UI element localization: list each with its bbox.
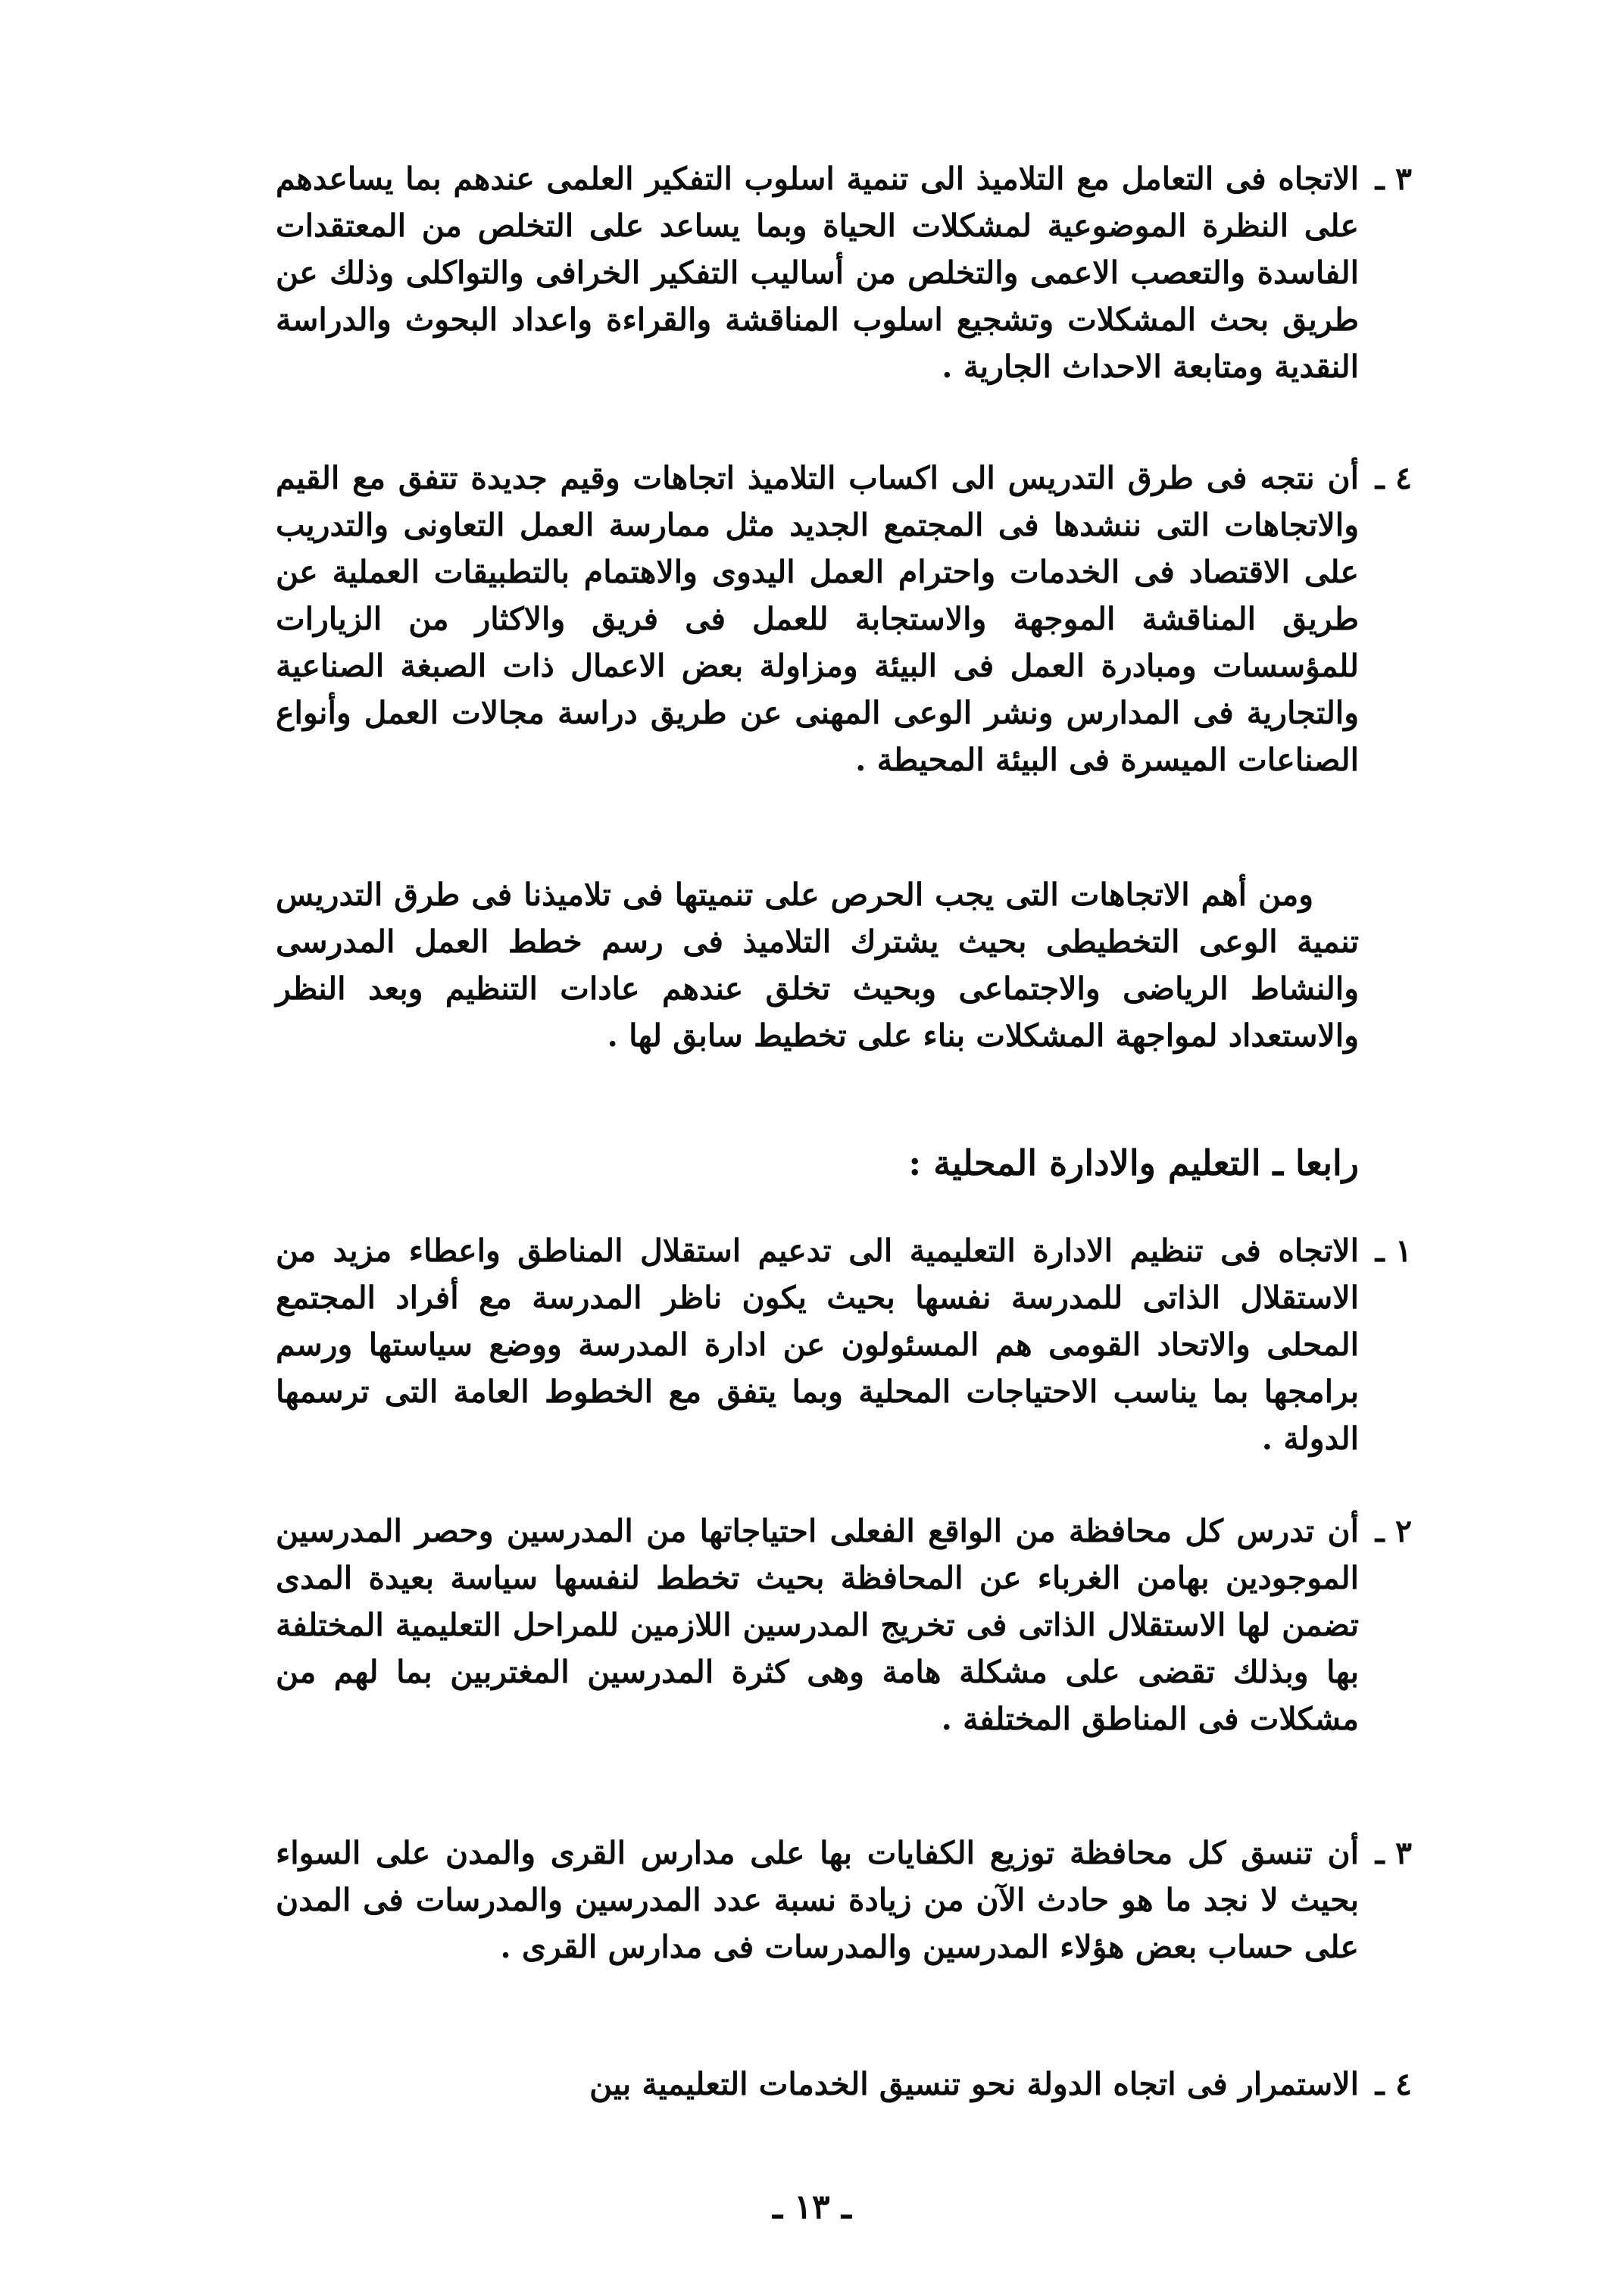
item-text: الاتجاه فى تنظيم الادارة التعليمية الى تدعيم استقلال المناطق واعطاء مزيد من الاستقلال الذاتى للمدرسة نفسها بحيث يكون ناظر المدرسة مع أفراد المجتمع المحلى والاتحاد القومى هم المسئولون عن ادارة المدرسة ووضع سياستها ورسم برامجها بما يناسب الاحتياجات المحلية وبما يتفق مع الخطوط العامة التى ترسمها الدولة .: [276, 1233, 1359, 1457]
list-item-coordination: [276, 2061, 1412, 2108]
item-number: ٤ ـ: [1375, 460, 1412, 496]
item-text: الاستمرار فى اتجاه الدولة نحو تنسيق الخدمات التعليمية بين: [589, 2066, 1359, 2102]
item-text: أن تنسق كل محافظة توزيع الكفايات بها على مدارس القرى والمدن على السواء بحيث لا نجد ما هو حادث الآن من زيادة نسبة عدد المدرسين والمدرسات فى المدن على حساب بعض هؤلاء المدرسين والمدرسات فى مدارس القرى .: [276, 1835, 1359, 1965]
item-number: ٢ ـ: [1375, 1513, 1412, 1549]
body-paragraph: ومن أهم الاتجاهات التى يجب الحرص على تنميتها فى تلاميذنا فى طرق التدريس تنمية الوعى التخطيطى بحيث يشترك التلاميذ فى رسم خطط العمل المدرسى والنشاط الرياضى والاجتماعى وبحيث تخلق عندهم عادات التنظيم وبعد النظر والاستعداد لمواجهة المشكلات بناء على تخطيط سابق لها .: [276, 877, 1359, 1054]
item-number: ٤ ـ: [1375, 2066, 1412, 2102]
item-text: الاتجاه فى التعامل مع التلاميذ الى تنمية اسلوب التفكير العلمى عندهم بما يساعدهم على النظرة الموضوعية لمشكلات الحياة وبما يساعد على التخلص من المعتقدات الفاسدة والتعصب الاعمى والتخلص من أساليب التفكير الخرافى والتواكلى وذلك عن طريق بحث المشكلات وتشجيع اسلوب المناقشة والقراءة واعداد البحوث والدراسة النقدية ومتابعة الاحداث الجارية .: [276, 161, 1359, 385]
list-item-thinking: [276, 155, 1412, 390]
list-item-administration: [276, 1227, 1412, 1462]
item-text: أن تدرس كل محافظة من الواقع الفعلى احتياجاتها من المدرسين وحصر المدرسين الموجودين بهامن الغرباء عن المحافظة بحيث تخطط لنفسها سياسة بعيدة المدى تضمن لها الاستقلال الذاتى فى تخريج المدرسين اللازمين للمراحل التعليمية المختلفة بها وبذلك تقضى على مشكلة هامة وهى كثرة المدرسين المغتربين بما لهم من مشكلات فى المناطق المختلفة .: [276, 1513, 1359, 1737]
page-number: ـ ١٣ ـ: [773, 2188, 851, 2226]
list-item-teachers: [276, 1508, 1412, 1742]
item-number: ١ ـ: [1375, 1233, 1412, 1269]
item-number: ٣ ـ: [1375, 161, 1412, 197]
item-number: ٣ ـ: [1375, 1835, 1412, 1871]
list-item-distribution: [276, 1830, 1412, 1970]
section-heading: رابعا ـ التعليم والادارة المحلية :: [908, 1142, 1359, 1183]
item-text: أن نتجه فى طرق التدريس الى اكساب التلاميذ اتجاهات وقيم جديدة تتفق مع القيم والاتجاهات التى ننشدها فى المجتمع الجديد مثل ممارسة العمل التعاونى والتدريب على الاقتصاد فى الخدمات واحترام العمل اليدوى والاهتمام بالتطبيقات العملية عن طريق المناقشة الموجهة والاستجابة للعمل فى فريق والاكثار من الزيارات للمؤسسات ومبادرة العمل فى البيئة ومزاولة بعض الاعمال ذات الصبغة الصناعية والتجارية فى المدارس ونشر الوعى المهنى عن طريق دراسة مجالات العمل وأنواع الصناعات الميسرة فى البيئة المحيطة .: [276, 460, 1359, 778]
list-item-attitudes: [276, 455, 1412, 783]
